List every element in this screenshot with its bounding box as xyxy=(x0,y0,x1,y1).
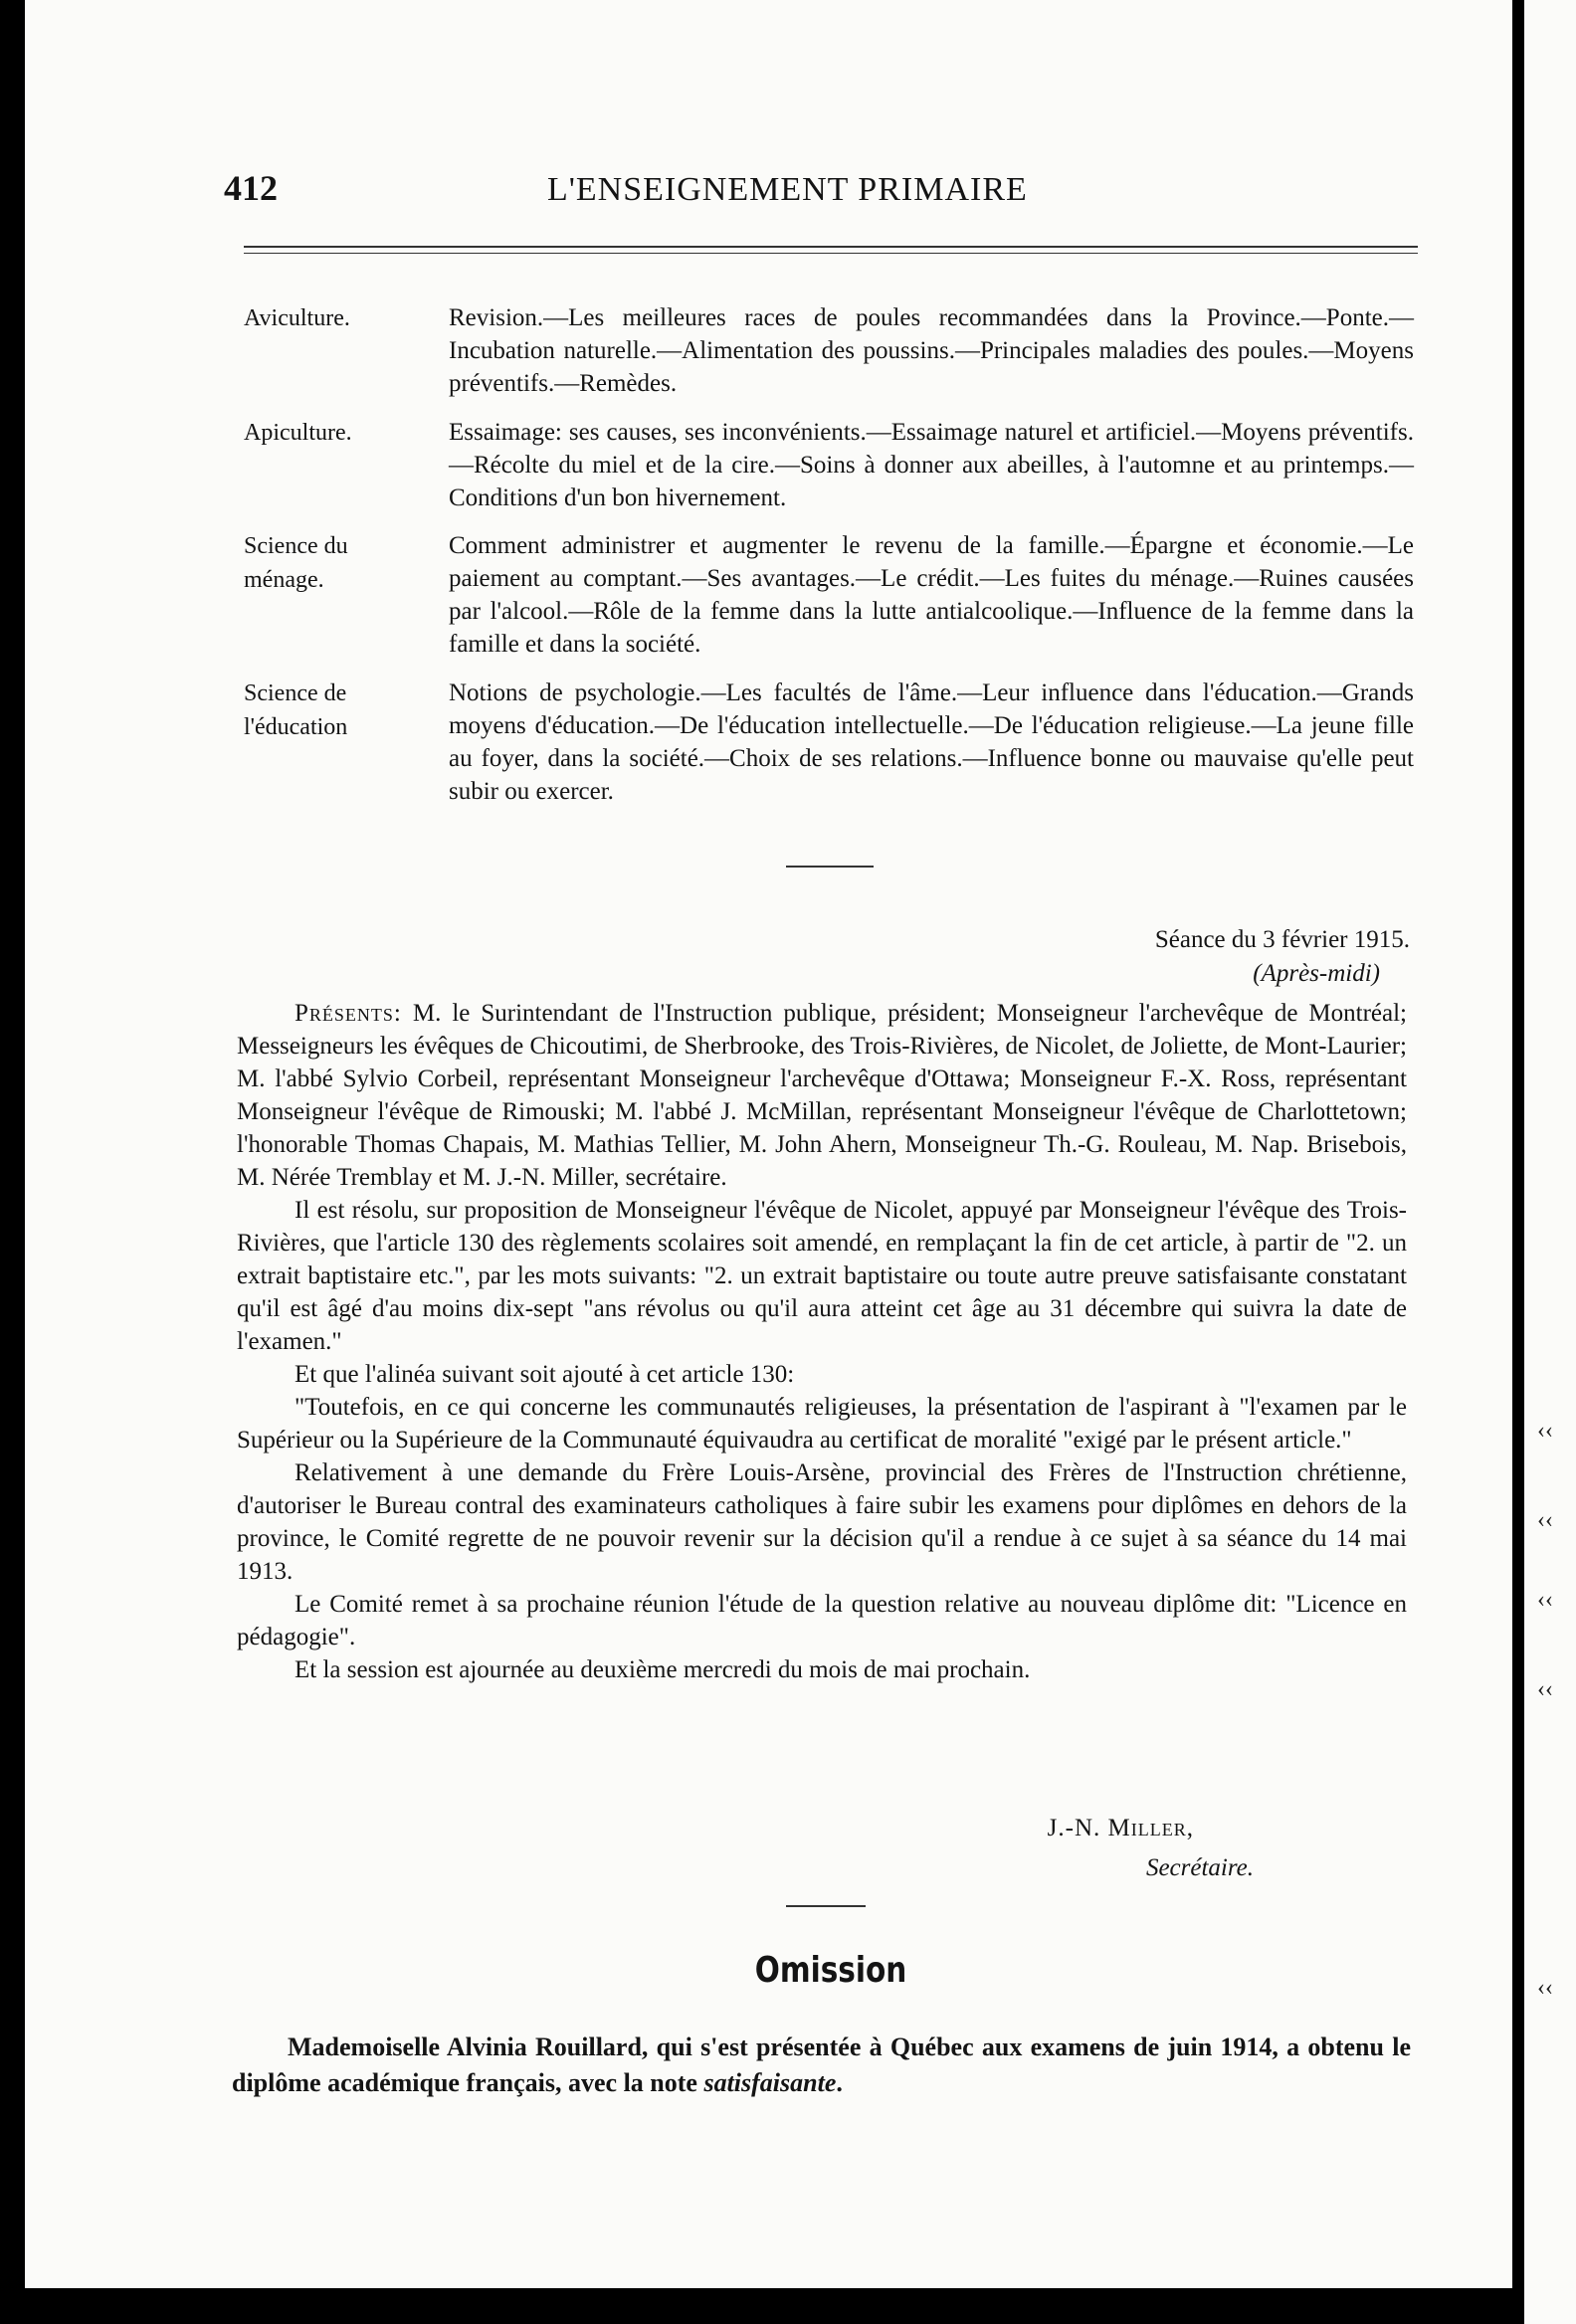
presents-text: M. le Surintendant de l'Instruction publique, président; Monseigneur l'archevêque de Montréal; Messeigneurs les évêques de Chicoutimi, de Sherbrooke, des Trois-Rivières, de Nicolet, de Joliette, de Mont-Laurier; M. l'abbé Sylvio Corbeil, représentant Monseigneur l'archevêque d'Ottawa; Monseigneur F.-X. Ross, représentant Monseigneur l'évêque de Rimouski; M. l'abbé J. McMillan, représentant Monseigneur l'évêque de Charlottetown; l'honorable Thomas Chapais, M. Mathias Tellier, M. John Ahern, Monseigneur Th.-G. Rouleau, M. Nap. Brisebois, M. Nérée Tremblay et M. J.-N. Miller, secrétaire. xyxy=(237,1000,1407,1191)
subject-text: Essaimage: ses causes, ses inconvénients.—Essaimage naturel et artificiel.—Moyens préventifs.—Récolte du miel et de la cire.—Soins à donner aux abeilles, à l'automne et au printemps.—Conditions d'un bon hivernement. xyxy=(449,419,1414,511)
section-divider xyxy=(786,866,874,868)
minutes-paragraph: Et la session est ajournée au deuxième mercredi du mois de mai prochain. xyxy=(295,1656,1031,1683)
subject-label: Science de l'éducation xyxy=(244,680,348,740)
adjacent-page-fragment: ‹‹ xyxy=(1537,1975,1553,2001)
subject-text: Revision.—Les meilleures races de poules recommandées dans la Province.—Ponte.—Incubation naturelle.—Alimentation des poussins.—Principales maladies des poules.—Moyens préventifs.—Remèdes. xyxy=(449,304,1414,397)
header-rule-thin xyxy=(244,253,1418,254)
omission-title: Omission xyxy=(754,1950,907,1991)
minutes-paragraph: Le Comité remet à sa prochaine réunion l'étude de la question relative au nouveau diplôme dit: "Licence en pédagogie". xyxy=(237,1591,1407,1650)
omission-text-end: . xyxy=(836,2068,843,2097)
omission-note: satisfaisante xyxy=(703,2068,837,2097)
minutes-paragraph: Et que l'alinéa suivant soit ajouté à cet article 130: xyxy=(295,1361,795,1388)
minutes-paragraph: Il est résolu, sur proposition de Monseigneur l'évêque de Nicolet, appuyé par Monseigneur l'évêque des Trois-Rivières, que l'article 130 des règlements scolaires soit amendé, en remplaçant la fin de cet article, à partir de "2. un extrait baptistaire etc.", par les mots suivants: "2. un extrait baptistaire ou toute autre preuve satisfaisante constatant qu'il est âgé d'au moins dix-sept "ans révolus ou qu'il aura atteint cet âge au 31 décembre qui suivra la date de l'examen." xyxy=(237,1197,1407,1355)
section-divider xyxy=(786,1905,866,1907)
subject-label: Apiculture. xyxy=(244,420,352,446)
adjacent-page-fragment: ‹‹ xyxy=(1537,1507,1553,1533)
adjacent-page-fragment: ‹‹ xyxy=(1537,1418,1553,1444)
signature-title: Secrétaire. xyxy=(1145,1854,1254,1881)
adjacent-page-fragment: ‹‹ xyxy=(1537,1587,1553,1613)
header-rule xyxy=(244,246,1418,248)
presents-paragraph xyxy=(237,997,1407,1194)
signature-name: J.-N. Miller, xyxy=(1047,1815,1194,1841)
omission-text-body: Mademoiselle Alvinia Rouillard, qui s'est présentée à Québec aux examens de juin 1914, a obtenu le diplôme académique français, avec la note xyxy=(232,2033,1411,2097)
page-number: 412 xyxy=(224,168,278,208)
presents-label: Présents: xyxy=(295,1000,402,1027)
seance-time: (Après-midi) xyxy=(1253,960,1380,987)
subject-text: Comment administrer et augmenter le revenu de la famille.—Épargne et économie.—Le paiement au comptant.—Ses avantages.—Le crédit.—Les fuites du ménage.—Ruines causées par l'alcool.—Rôle de la femme dans la lutte antialcoolique.—Influence de la femme dans la famille et dans la société. xyxy=(449,532,1414,658)
page-gutter-shadow xyxy=(1512,0,1524,2324)
signature-block xyxy=(796,1809,1254,1888)
seance-date: Séance du 3 février 1915. xyxy=(1154,926,1410,953)
seance-heading xyxy=(244,923,1410,991)
running-title: L'ENSEIGNEMENT PRIMAIRE xyxy=(547,171,1028,208)
adjacent-page-fragment: ‹‹ xyxy=(1537,1676,1553,1702)
minutes-paragraph: "Toutefois, en ce qui concerne les communautés religieuses, la présentation de l'aspirant à "l'examen par le Supérieur ou la Supérieure de la Communauté équivaudra au certificat de moralité "exigé par le présent article." xyxy=(237,1394,1407,1453)
subject-label: Science du ménage. xyxy=(244,533,348,593)
subject-label: Aviculture. xyxy=(244,305,350,331)
omission-text xyxy=(232,2030,1411,2101)
meeting-minutes xyxy=(237,997,1407,1686)
subject-text: Notions de psychologie.—Les facultés de l'âme.—Leur influence dans l'éducation.—Grands moyens d'éducation.—De l'éducation intellectuelle.—De l'éducation religieuse.—La jeune fille au foyer, dans la société.—Choix de ses relations.—Influence bonne ou mauvaise qu'elle peut subir ou exercer. xyxy=(449,679,1414,805)
page-header xyxy=(224,167,1418,217)
minutes-paragraph: Relativement à une demande du Frère Louis-Arsène, provincial des Frères de l'Instruction chrétienne, d'autoriser le Bureau contral des examinateurs catholiques à faire subir les examens pour diplômes en dehors de la province, le Comité regrette de ne pouvoir revenir sur la décision qu'il a rendue à ce sujet à sa séance du 14 mai 1913. xyxy=(237,1459,1407,1585)
